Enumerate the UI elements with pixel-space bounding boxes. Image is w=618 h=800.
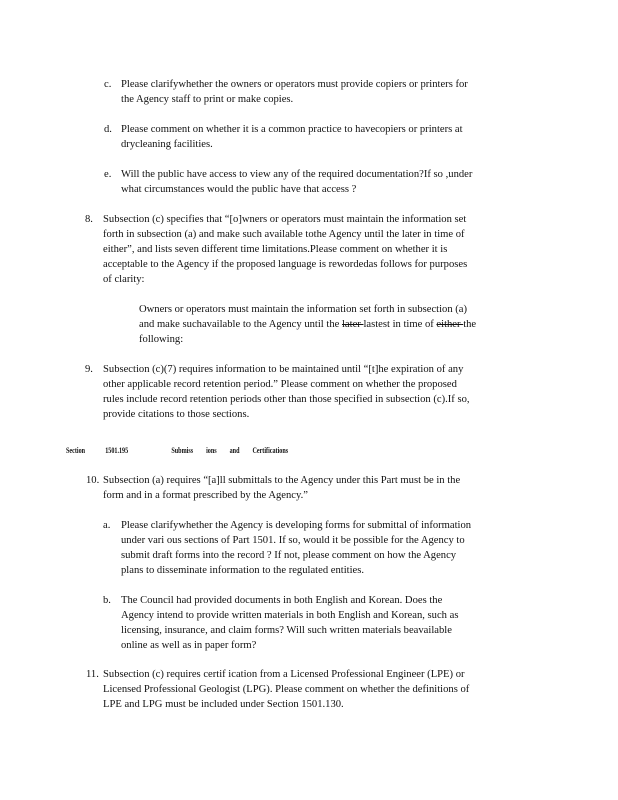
item-text bbox=[103, 667, 516, 712]
text-line: Subsection (c) specifies that “[o]wners or operators must maintain the information set bbox=[103, 214, 467, 225]
text-line: plans to disseminate information to the regulated entities. bbox=[121, 565, 365, 576]
text-line: submit draft forms into the record ? If not, please comment on how the Agency bbox=[121, 550, 457, 561]
item-text bbox=[121, 77, 516, 107]
list-item-d bbox=[104, 122, 516, 152]
list-item-e bbox=[104, 167, 516, 197]
question-10a bbox=[103, 518, 516, 578]
text-line: Owners or operators must maintain the information set forth in subsection (a) bbox=[139, 304, 468, 315]
text-line: Licensed Professional Geologist (LPG). Please comment on whether the definitions of bbox=[103, 684, 470, 695]
text-line: drycleaning facilities. bbox=[121, 139, 213, 150]
text-line: forth in subsection (a) and make such available tothe Agency until the later in time of bbox=[103, 229, 465, 240]
item-marker: a. bbox=[103, 520, 111, 531]
text-line: other applicable record retention period.” Please comment on whether the proposed bbox=[103, 379, 457, 390]
text-line: the Agency staff to print or make copies. bbox=[121, 94, 294, 105]
question-11 bbox=[86, 667, 516, 712]
question-8 bbox=[85, 212, 516, 287]
text-line: provide citations to those sections. bbox=[103, 409, 250, 420]
item-marker: c. bbox=[104, 79, 112, 90]
text-line: Will the public have access to view any of the required documentation?If so ,under bbox=[121, 169, 473, 180]
text-line: acceptable to the Agency if the proposed language is rewordedas follows for purposes bbox=[103, 259, 468, 270]
text-line: Subsection (c) requires certif ication from a Licensed Professional Engineer (LPE) or bbox=[103, 669, 465, 680]
proposed-language-quote bbox=[139, 302, 521, 347]
text-line: and make suchavailable to the Agency until the later lastest in time of either the bbox=[139, 319, 477, 330]
item-marker: b. bbox=[103, 595, 111, 606]
text-line: form and in a format prescribed by the Agency.” bbox=[103, 490, 308, 501]
item-text bbox=[121, 122, 516, 152]
text-line: licensing, insurance, and claim forms? Will such written materials beavailable bbox=[121, 625, 452, 636]
item-marker: 10. bbox=[86, 475, 100, 486]
item-marker: 8. bbox=[85, 214, 93, 225]
text-line: what circumstances would the public have that access ? bbox=[121, 184, 357, 195]
item-marker: e. bbox=[104, 169, 112, 180]
text-line: Subsection (a) requires “[a]ll submittals to the Agency under this Part must be in the bbox=[103, 475, 461, 486]
item-text bbox=[121, 593, 516, 653]
item-text bbox=[121, 518, 516, 578]
text-line: either”, and lists seven different time limitations.Please comment on whether it is bbox=[103, 244, 448, 255]
text-line: Subsection (c)(7) requires information to be maintained until “[t]he expiration of any bbox=[103, 364, 464, 375]
item-marker: d. bbox=[104, 124, 112, 135]
text-line: Agency intend to provide written materials in both English and Korean, such as bbox=[121, 610, 459, 621]
item-text bbox=[121, 167, 516, 197]
text-line: under vari ous sections of Part 1501. If so, would it be possible for the Agency to bbox=[121, 535, 465, 546]
text-line: Please clarifywhether the owners or operators must provide copiers or printers for bbox=[121, 79, 468, 90]
question-9 bbox=[85, 362, 516, 422]
list-item-c bbox=[104, 77, 516, 107]
item-text bbox=[103, 473, 516, 503]
question-10 bbox=[86, 473, 516, 503]
text-line: LPE and LPG must be included under Section 1501.130. bbox=[103, 699, 344, 710]
text-line: The Council had provided documents in both English and Korean. Does the bbox=[121, 595, 443, 606]
section-heading: Section 1501.195 Submiss ions and Certifications bbox=[66, 445, 289, 455]
text-line: of clarity: bbox=[103, 274, 145, 285]
text-line: following: bbox=[139, 334, 184, 345]
text-line: Please comment on whether it is a common practice to havecopiers or printers at bbox=[121, 124, 463, 135]
question-10b bbox=[103, 593, 516, 653]
text-line: rules include record retention periods other than those specified in subsection (c).If so, bbox=[103, 394, 470, 405]
text-line: Please clarifywhether the Agency is developing forms for submittal of information bbox=[121, 520, 472, 531]
item-marker: 11. bbox=[86, 669, 99, 680]
item-text bbox=[103, 212, 516, 287]
text-line: online as well as in paper form? bbox=[121, 640, 257, 651]
struck-text: later bbox=[341, 319, 364, 330]
item-text bbox=[103, 362, 516, 422]
item-marker: 9. bbox=[85, 364, 93, 375]
struck-text: either bbox=[436, 319, 464, 330]
